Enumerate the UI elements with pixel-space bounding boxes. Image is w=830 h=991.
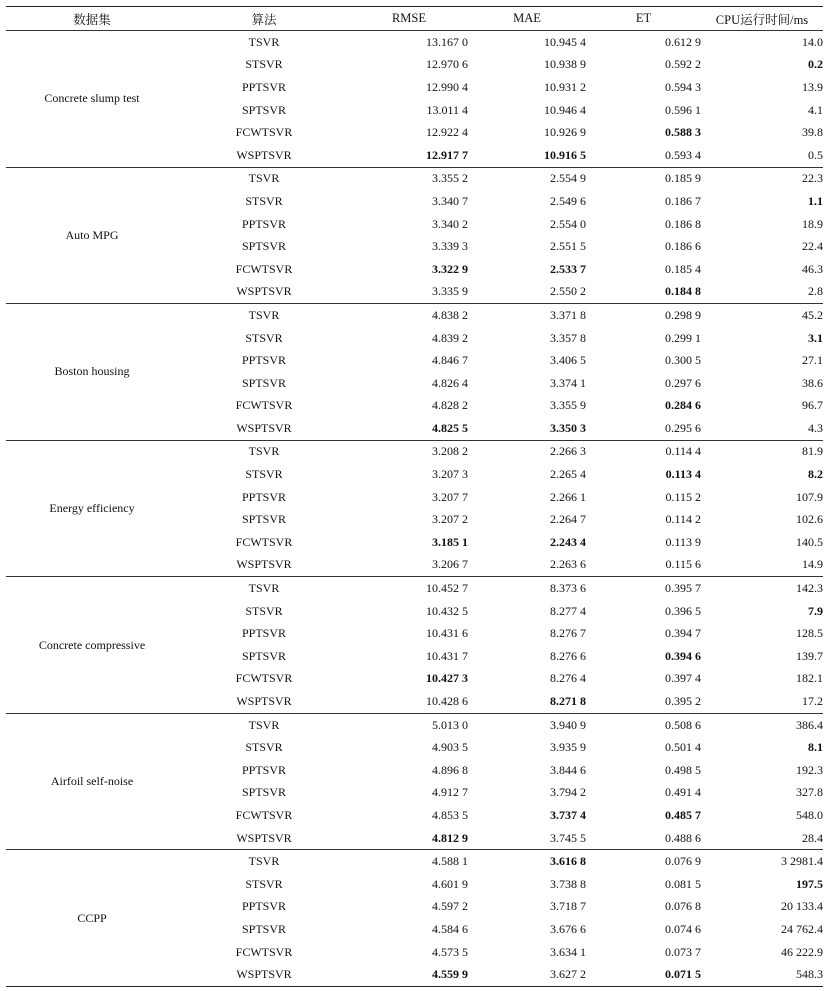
mae-cell: 2.266 3: [550, 444, 586, 459]
rmse-cell: 4.853 5: [432, 807, 468, 822]
mae-cell: 3.350 3: [468, 417, 586, 440]
algorithm-cell: WSPTSVR: [178, 144, 350, 167]
et-cell: 0.300 5: [665, 353, 701, 368]
rmse-cell: 3.207 3: [432, 467, 468, 482]
rmse-cell: 4.912 7: [432, 785, 468, 800]
cpu-time-cell: 128.5: [796, 626, 823, 641]
et-cell: 0.593 4: [586, 144, 701, 167]
algorithm-cell: WSPTSVR: [178, 417, 350, 440]
cpu-time-cell: 548.0: [796, 807, 823, 822]
rmse-cell: 10.428 6: [350, 690, 468, 713]
et-cell: 0.184 8: [586, 281, 701, 304]
et-cell: 0.284 6: [665, 398, 701, 413]
algorithm-cell: FCWTSVR: [235, 671, 293, 686]
rmse-cell: 10.452 7: [426, 581, 468, 596]
et-cell: 0.498 5: [665, 762, 701, 777]
dataset-cell: Concrete compressive: [6, 577, 178, 714]
mae-cell: 3.745 5: [468, 827, 586, 850]
algorithm-cell: FCWTSVR: [235, 398, 293, 413]
rmse-cell: 3.355 2: [432, 171, 468, 186]
header-algorithm: 算法: [178, 7, 350, 31]
et-cell: 0.073 7: [665, 944, 701, 959]
mae-cell: 3.355 9: [550, 398, 586, 413]
algorithm-cell: SPTSVR: [241, 102, 287, 117]
mae-cell: 3.844 6: [550, 762, 586, 777]
cpu-time-cell: 46.3: [802, 261, 823, 276]
rmse-cell: 4.812 9: [350, 827, 468, 850]
et-cell: 0.395 2: [586, 690, 701, 713]
algorithm-cell: STSVR: [245, 740, 283, 755]
mae-cell: 3.718 7: [550, 899, 586, 914]
algorithm-cell: STSVR: [245, 467, 283, 482]
mae-cell: 10.946 4: [544, 102, 586, 117]
mae-cell: 3.940 9: [550, 717, 586, 732]
cpu-time-cell: 28.4: [701, 827, 823, 850]
cpu-time-cell: 3 2981.4: [781, 854, 823, 869]
algorithm-cell: FCWTSVR: [235, 261, 293, 276]
et-cell: 0.081 5: [665, 876, 701, 891]
table-body: [6, 31, 823, 987]
mae-cell: 2.554 0: [550, 216, 586, 231]
et-cell: 0.115 2: [665, 489, 701, 504]
mae-cell: 3.357 8: [550, 330, 586, 345]
cpu-time-cell: 20 133.4: [781, 899, 823, 914]
results-table: [6, 6, 823, 987]
rmse-cell: 4.846 7: [432, 353, 468, 368]
mae-cell: 3.738 8: [550, 876, 586, 891]
algorithm-cell: SPTSVR: [241, 921, 287, 936]
mae-cell: 2.533 7: [550, 261, 586, 276]
algorithm-cell: STSVR: [245, 876, 283, 891]
dataset-cell: Airfoil self-noise: [6, 713, 178, 850]
rmse-cell: 5.013 0: [432, 717, 468, 732]
mae-cell: 2.263 6: [468, 554, 586, 577]
cpu-time-cell: 0.2: [808, 57, 823, 72]
cpu-time-cell: 102.6: [796, 512, 823, 527]
et-cell: 0.592 2: [665, 57, 701, 72]
et-cell: 0.501 4: [665, 740, 701, 755]
rmse-cell: 4.903 5: [432, 740, 468, 755]
algorithm-cell: STSVR: [245, 603, 283, 618]
dataset-cell: Boston housing: [6, 304, 178, 441]
header-et: ET: [586, 7, 701, 31]
cpu-time-cell: 107.9: [796, 489, 823, 504]
table-row: [6, 31, 823, 54]
rmse-cell: 3.322 9: [432, 261, 468, 276]
et-cell: 0.114 4: [665, 444, 701, 459]
cpu-time-cell: 39.8: [802, 125, 823, 140]
mae-cell: 2.266 1: [550, 489, 586, 504]
et-cell: 0.186 6: [665, 239, 701, 254]
et-cell: 0.071 5: [586, 963, 701, 986]
mae-cell: 10.926 9: [544, 125, 586, 140]
algorithm-cell: TSVR: [248, 34, 280, 49]
rmse-cell: 10.427 3: [426, 671, 468, 686]
algorithm-cell: FCWTSVR: [235, 534, 293, 549]
cpu-time-cell: 14.9: [701, 554, 823, 577]
cpu-time-cell: 22.4: [802, 239, 823, 254]
algorithm-cell: SPTSVR: [241, 512, 287, 527]
cpu-time-cell: 14.0: [802, 34, 823, 49]
mae-cell: 8.277 4: [550, 603, 586, 618]
et-cell: 0.394 7: [665, 626, 701, 641]
rmse-cell: 4.588 1: [432, 854, 468, 869]
rmse-cell: 10.432 5: [426, 603, 468, 618]
dataset-cell: CCPP: [6, 850, 178, 987]
et-cell: 0.114 2: [665, 512, 701, 527]
mae-cell: 8.373 6: [550, 581, 586, 596]
et-cell: 0.612 9: [665, 34, 701, 49]
cpu-time-cell: 139.7: [796, 648, 823, 663]
cpu-time-cell: 7.9: [808, 603, 823, 618]
cpu-time-cell: 182.1: [796, 671, 823, 686]
mae-cell: 10.938 9: [544, 57, 586, 72]
cpu-time-cell: 197.5: [796, 876, 823, 891]
cpu-time-cell: 3.1: [808, 330, 823, 345]
rmse-cell: 3.340 7: [432, 193, 468, 208]
cpu-time-cell: 13.9: [802, 79, 823, 94]
cpu-time-cell: 27.1: [802, 353, 823, 368]
cpu-time-cell: 4.1: [808, 102, 823, 117]
algorithm-cell: WSPTSVR: [178, 281, 350, 304]
algorithm-cell: TSVR: [248, 171, 280, 186]
rmse-cell: 4.584 6: [432, 921, 468, 936]
mae-cell: 10.945 4: [544, 34, 586, 49]
et-cell: 0.185 4: [665, 261, 701, 276]
mae-cell: 3.737 4: [550, 807, 586, 822]
cpu-time-cell: 8.1: [808, 740, 823, 755]
mae-cell: 3.794 2: [550, 785, 586, 800]
algorithm-cell: FCWTSVR: [235, 807, 293, 822]
algorithm-cell: SPTSVR: [241, 239, 287, 254]
cpu-time-cell: 22.3: [802, 171, 823, 186]
mae-cell: 2.265 4: [550, 467, 586, 482]
header-dataset: 数据集: [6, 7, 178, 31]
rmse-cell: 13.167 0: [426, 34, 468, 49]
et-cell: 0.113 9: [665, 534, 701, 549]
algorithm-cell: FCWTSVR: [235, 125, 293, 140]
et-cell: 0.485 7: [665, 807, 701, 822]
dataset-cell: Concrete slump test: [6, 31, 178, 168]
algorithm-cell: PPTSVR: [241, 762, 287, 777]
et-cell: 0.594 3: [665, 79, 701, 94]
algorithm-cell: FCWTSVR: [235, 944, 293, 959]
mae-cell: 3.371 8: [550, 307, 586, 322]
et-cell: 0.186 8: [665, 216, 701, 231]
cpu-time-cell: 386.4: [796, 717, 823, 732]
mae-cell: 2.264 7: [550, 512, 586, 527]
rmse-cell: 10.431 7: [426, 648, 468, 663]
rmse-cell: 4.601 9: [432, 876, 468, 891]
et-cell: 0.396 5: [665, 603, 701, 618]
algorithm-cell: WSPTSVR: [178, 554, 350, 577]
algorithm-cell: PPTSVR: [241, 353, 287, 368]
cpu-time-cell: 327.8: [796, 785, 823, 800]
algorithm-cell: TSVR: [248, 307, 280, 322]
table-row: [6, 577, 823, 600]
cpu-time-cell: 2.8: [701, 281, 823, 304]
mae-cell: 3.676 6: [550, 921, 586, 936]
mae-cell: 3.627 2: [468, 963, 586, 986]
algorithm-cell: TSVR: [248, 444, 280, 459]
rmse-cell: 12.990 4: [426, 79, 468, 94]
table-row: [6, 440, 823, 463]
et-cell: 0.508 6: [665, 717, 701, 732]
mae-cell: 3.374 1: [550, 375, 586, 390]
et-cell: 0.295 6: [586, 417, 701, 440]
cpu-time-cell: 81.9: [802, 444, 823, 459]
rmse-cell: 4.826 4: [432, 375, 468, 390]
et-cell: 0.076 8: [665, 899, 701, 914]
rmse-cell: 3.339 3: [432, 239, 468, 254]
cpu-time-cell: 45.2: [802, 307, 823, 322]
mae-cell: 8.276 7: [550, 626, 586, 641]
mae-cell: 3.935 9: [550, 740, 586, 755]
algorithm-cell: PPTSVR: [241, 899, 287, 914]
rmse-cell: 4.597 2: [432, 899, 468, 914]
rmse-cell: 4.896 8: [432, 762, 468, 777]
rmse-cell: 3.335 9: [350, 281, 468, 304]
et-cell: 0.596 1: [665, 102, 701, 117]
rmse-cell: 3.206 7: [350, 554, 468, 577]
cpu-time-cell: 192.3: [796, 762, 823, 777]
rmse-cell: 4.828 2: [432, 398, 468, 413]
cpu-time-cell: 548.3: [701, 963, 823, 986]
et-cell: 0.491 4: [665, 785, 701, 800]
rmse-cell: 3.340 2: [432, 216, 468, 231]
cpu-time-cell: 1.1: [808, 193, 823, 208]
et-cell: 0.076 9: [665, 854, 701, 869]
rmse-cell: 12.970 6: [426, 57, 468, 72]
algorithm-cell: TSVR: [248, 854, 280, 869]
rmse-cell: 3.185 1: [432, 534, 468, 549]
header-rmse: RMSE: [350, 7, 468, 31]
algorithm-cell: PPTSVR: [241, 216, 287, 231]
mae-cell: 8.271 8: [468, 690, 586, 713]
algorithm-cell: PPTSVR: [241, 489, 287, 504]
cpu-time-cell: 140.5: [796, 534, 823, 549]
et-cell: 0.395 7: [665, 581, 701, 596]
et-cell: 0.185 9: [665, 171, 701, 186]
cpu-time-cell: 96.7: [802, 398, 823, 413]
algorithm-cell: SPTSVR: [241, 375, 287, 390]
rmse-cell: 12.922 4: [426, 125, 468, 140]
et-cell: 0.299 1: [665, 330, 701, 345]
dataset-cell: Auto MPG: [6, 167, 178, 304]
et-cell: 0.074 6: [665, 921, 701, 936]
table-row: [6, 850, 823, 873]
et-cell: 0.397 4: [665, 671, 701, 686]
cpu-time-cell: 4.3: [701, 417, 823, 440]
et-cell: 0.297 6: [665, 375, 701, 390]
cpu-time-cell: 8.2: [808, 467, 823, 482]
mae-cell: 3.634 1: [550, 944, 586, 959]
mae-cell: 2.554 9: [550, 171, 586, 186]
mae-cell: 2.551 5: [550, 239, 586, 254]
algorithm-cell: STSVR: [245, 330, 283, 345]
cpu-time-cell: 142.3: [796, 581, 823, 596]
rmse-cell: 3.208 2: [432, 444, 468, 459]
rmse-cell: 4.839 2: [432, 330, 468, 345]
algorithm-cell: STSVR: [245, 57, 283, 72]
algorithm-cell: TSVR: [248, 717, 280, 732]
cpu-time-cell: 0.5: [701, 144, 823, 167]
et-cell: 0.115 6: [586, 554, 701, 577]
rmse-cell: 12.917 7: [350, 144, 468, 167]
et-cell: 0.113 4: [665, 467, 701, 482]
mae-cell: 3.616 8: [550, 854, 586, 869]
mae-cell: 2.243 4: [550, 534, 586, 549]
algorithm-cell: TSVR: [248, 581, 280, 596]
algorithm-cell: WSPTSVR: [178, 690, 350, 713]
mae-cell: 10.916 5: [468, 144, 586, 167]
rmse-cell: 10.431 6: [426, 626, 468, 641]
algorithm-cell: STSVR: [245, 193, 283, 208]
header-cpu-time: CPU运行时间/ms: [701, 7, 823, 31]
cpu-time-cell: 18.9: [802, 216, 823, 231]
et-cell: 0.298 9: [665, 307, 701, 322]
mae-cell: 2.550 2: [468, 281, 586, 304]
cpu-time-cell: 38.6: [802, 375, 823, 390]
rmse-cell: 4.573 5: [432, 944, 468, 959]
table-row: [6, 167, 823, 190]
table-row: [6, 304, 823, 327]
mae-cell: 8.276 6: [550, 648, 586, 663]
et-cell: 0.488 6: [586, 827, 701, 850]
et-cell: 0.588 3: [665, 125, 701, 140]
rmse-cell: 4.559 9: [350, 963, 468, 986]
rmse-cell: 3.207 7: [432, 489, 468, 504]
algorithm-cell: SPTSVR: [241, 785, 287, 800]
mae-cell: 3.406 5: [550, 353, 586, 368]
rmse-cell: 4.825 5: [350, 417, 468, 440]
dataset-cell: Energy efficiency: [6, 440, 178, 577]
header-mae: MAE: [468, 7, 586, 31]
algorithm-cell: SPTSVR: [241, 648, 287, 663]
rmse-cell: 3.207 2: [432, 512, 468, 527]
mae-cell: 10.931 2: [544, 79, 586, 94]
algorithm-cell: PPTSVR: [241, 79, 287, 94]
et-cell: 0.394 6: [665, 648, 701, 663]
mae-cell: 2.549 6: [550, 193, 586, 208]
cpu-time-cell: 24 762.4: [781, 921, 823, 936]
rmse-cell: 4.838 2: [432, 307, 468, 322]
header-row: [6, 7, 823, 31]
cpu-time-cell: 46 222.9: [781, 944, 823, 959]
et-cell: 0.186 7: [665, 193, 701, 208]
algorithm-cell: WSPTSVR: [178, 827, 350, 850]
algorithm-cell: WSPTSVR: [178, 963, 350, 986]
algorithm-cell: PPTSVR: [241, 626, 287, 641]
mae-cell: 8.276 4: [550, 671, 586, 686]
cpu-time-cell: 17.2: [701, 690, 823, 713]
table-row: [6, 713, 823, 736]
rmse-cell: 13.011 4: [426, 102, 468, 117]
